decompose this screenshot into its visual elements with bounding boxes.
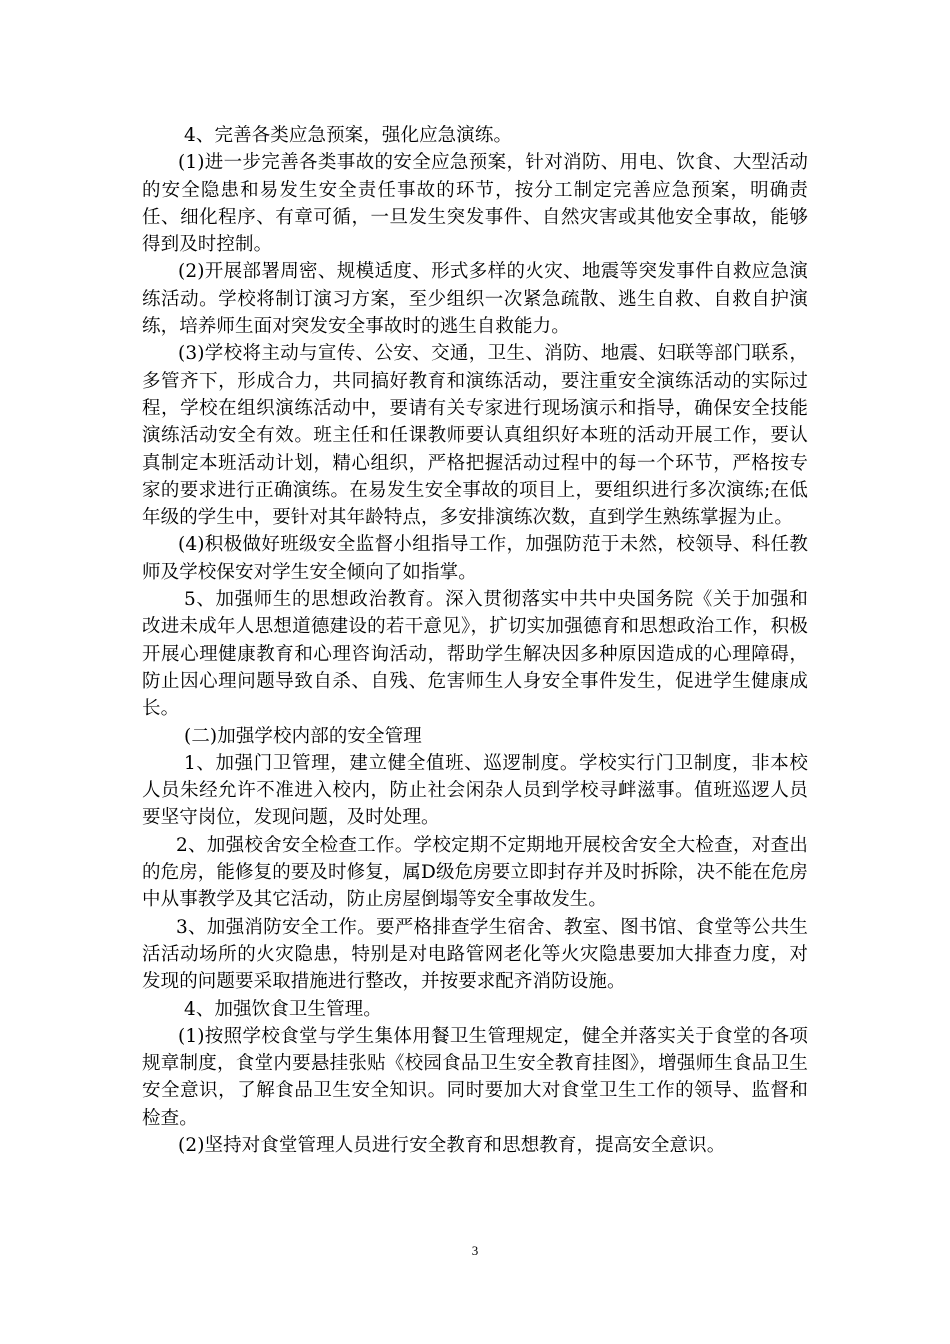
paragraph-emergency-plan-4: (4)积极做好班级安全监督小组指导工作，加强防范于未然，校领导、科任教师及学校保安对学生安全倾向了如指掌。 [142,534,808,583]
body-text [142,122,808,1159]
paragraph-gate-management: 1、加强门卫管理，建立健全值班、巡逻制度。学校实行门卫制度，非本校人员朱经允许不准进入校内，防止社会闲杂人员到学校寻衅滋事。值班巡逻人员要坚守岗位，发现问题，及时处理。 [142,752,808,829]
paragraph-emergency-plan-1: (1)进一步完善各类事故的安全应急预案，针对消防、用电、饮食、大型活动的安全隐患和易发生安全责任事故的环节，按分工制定完善应急预案，明确责任、细化程序、有章可循，一旦发生突发事件、自然灾害或其他安全事故，能够得到及时控制。 [142,152,808,256]
paragraph-food-hygiene-2: (2)坚持对食堂管理人员进行安全教育和思想教育，提高安全意识。 [178,1134,726,1156]
paragraph-emergency-plan-2: (2)开展部署周密、规模适度、形式多样的火灾、地震等突发事件自救应急演练活动。学校将制订演习方案，至少组织一次紧急疏散、逃生自救、自救自护演练，培养师生面对突发安全事故时的逃生自救能力。 [142,261,808,338]
heading-4-food-hygiene: 4、加强饮食卫生管理。 [184,998,382,1020]
heading-5-political-education: 5、加强师生的思想政治教育。深入贯彻落实中共中央国务院《关于加强和改进未成年人思想道德建设的若干意见》，扩切实加强德育和思想政治工作，积极开展心理健康教育和心理咨询活动，帮助学生解决因多种原因造成的心理障碍，防止因心理问题导致自杀、自残、危害师生人身安全事件发生，促进学生健康成长。 [142,589,808,720]
page-number: 3 [471,1243,479,1258]
paragraph-food-hygiene-1: (1)按照学校食堂与学生集体用餐卫生管理规定，健全并落实关于食堂的各项规章制度，食堂内要悬挂张贴《校园食品卫生安全教育挂图》，增强师生食品卫生安全意识，了解食品卫生安全知识。同时要加大对食堂卫生工作的领导、监督和检查。 [142,1025,808,1129]
heading-section-2-internal-safety: (二)加强学校内部的安全管理 [184,725,422,747]
paragraph-fire-safety: 3、加强消防安全工作。要严格排查学生宿舍、教室、图书馆、食堂等公共生活活动场所的火灾隐患，特别是对电路管网老化等火灾隐患要加大排查力度，对发现的问题要采取措施进行整改，并按要求配齐消防设施。 [142,916,808,993]
heading-4-emergency-plans: 4、完善各类应急预案，强化应急演练。 [184,125,513,146]
paragraph-building-inspection: 2、加强校舍安全检查工作。学校定期不定期地开展校舍安全大检查，对查出的危房，能修复的要及时修复，属D级危房要立即封存并及时拆除，决不能在危房中从事教学及其它活动，防止房屋倒塌等安全事故发生。 [142,834,808,911]
paragraph-emergency-plan-3: (3)学校将主动与宣传、公安、交通，卫生、消防、地震、妇联等部门联系，多管齐下，形成合力，共同搞好教育和演练活动，要注重安全演练活动的实际过程，学校在组织演练活动中，要请有关专家进行现场演示和指导，确保安全技能演练活动安全有效。班主任和任课教师要认真组织好本班的活动开展工作，要认真制定本班活动计划，精心组织，严格把握活动过程中的每一个环节，严格按专家的要求进行正确演练。在易发生安全事故的项目上，要组织进行多次演练;在低年级的学生中，要针对其年龄特点，多安排演练次数，直到学生熟练掌握为止。 [142,343,808,529]
